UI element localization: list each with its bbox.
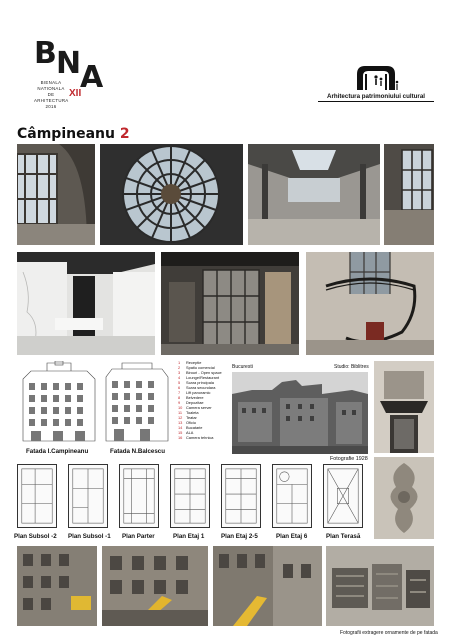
legend-item: 12 Teatar [178, 415, 197, 420]
legend-item: 5 Scara principala [178, 380, 214, 385]
plan-label: Plan Etaj 1 [173, 533, 205, 540]
floor-plan-etaj-2-5 [221, 464, 261, 528]
floor-plan-etaj-6 [272, 464, 312, 528]
caption-elevation-balcescu: Fatada N.Balcescu [110, 448, 166, 455]
logo-edition: XII [69, 88, 82, 99]
legend-item: 9 Depozitae [178, 400, 204, 405]
floor-plan-etaj-1 [170, 464, 210, 528]
plan-label: Plan Etaj 2-5 [221, 533, 258, 540]
plan-label: Plan Subsol -1 [68, 533, 111, 540]
heritage-section-logo [318, 64, 434, 104]
legend-item: 13 Oficiu [178, 420, 196, 425]
drawing-elevation-balcescu [102, 361, 172, 443]
legend-item: 7 Lift panoramic [178, 390, 211, 395]
photo-facade-work-1 [17, 546, 97, 626]
caption-archival: Fotografie 1928 [330, 456, 368, 462]
photo-facade-work-3 [213, 546, 322, 626]
photo-open-space-skylight [248, 144, 380, 245]
floor-plan-parter [119, 464, 159, 528]
floor-plan-subsol-2 [17, 464, 57, 528]
photo-interior-window-arch [17, 144, 95, 245]
archival-left-label: Bucuresti [232, 364, 253, 370]
photo-ornament-detail [374, 457, 434, 539]
legend-item: 16 Camera tehnica [178, 435, 214, 440]
legend-item: 11 Toaleta [178, 410, 199, 415]
plan-label: Plan Etaj 6 [276, 533, 308, 540]
legend-item: 6 Scara secundara [178, 385, 216, 390]
legend-item: 1 Receptie [178, 360, 202, 365]
room-legend [178, 360, 238, 440]
legend-item: 4 Lounge/Restaurant [178, 375, 220, 380]
photo-extracted-ornaments [326, 546, 434, 626]
arch-pictogram-icon [353, 64, 399, 92]
legend-item: 2 Spatiu comercial [178, 365, 215, 370]
logo-letter-a: A [80, 60, 104, 95]
bna-logo [34, 36, 104, 126]
photo-corner-window [384, 144, 434, 245]
heritage-label: Arhitectura patrimoniului cultural [318, 93, 434, 102]
legend-item: 8 Belvedere [178, 395, 204, 400]
photo-lobby-marble [17, 252, 155, 355]
photo-panoramic-lift [161, 252, 299, 355]
title-number: 2 [119, 126, 130, 142]
logo-letter-b: B [34, 36, 57, 71]
legend-item: 3 Birouri - Open space [178, 370, 222, 375]
legend-item: 15 ALA [178, 430, 194, 435]
plan-label: Plan Subsol -2 [14, 533, 57, 540]
floor-plan-terasa [323, 464, 363, 528]
photo-facade-entrance [374, 361, 434, 453]
legend-item: 14 Bucatarie [178, 425, 203, 430]
caption-elevation-campineanu: Fatada I.Campineanu [26, 448, 89, 455]
floor-plan-subsol-1 [68, 464, 108, 528]
logo-letter-n: N [56, 46, 82, 81]
drawing-elevation-campineanu [17, 361, 101, 443]
logo-subtitle: BIENALA NATIONALA DE ARHITECTURA 2016 [34, 80, 69, 109]
photo-glass-dome [100, 144, 243, 245]
legend-item: 10 Camera server [178, 405, 212, 410]
photo-spiral-staircase [306, 252, 434, 355]
plan-label: Plan Terasă [326, 533, 361, 540]
caption-extracted-ornaments: Fotografii extragere ornamente de pe fatada [340, 630, 438, 636]
photo-facade-work-2 [102, 546, 208, 626]
photo-archival-1928 [232, 372, 368, 454]
archival-right-label: Studio: Biblitres [334, 364, 369, 370]
title-name: Câmpineanu [17, 126, 115, 142]
plan-label: Plan Parter [122, 533, 155, 540]
page-title [17, 126, 130, 142]
